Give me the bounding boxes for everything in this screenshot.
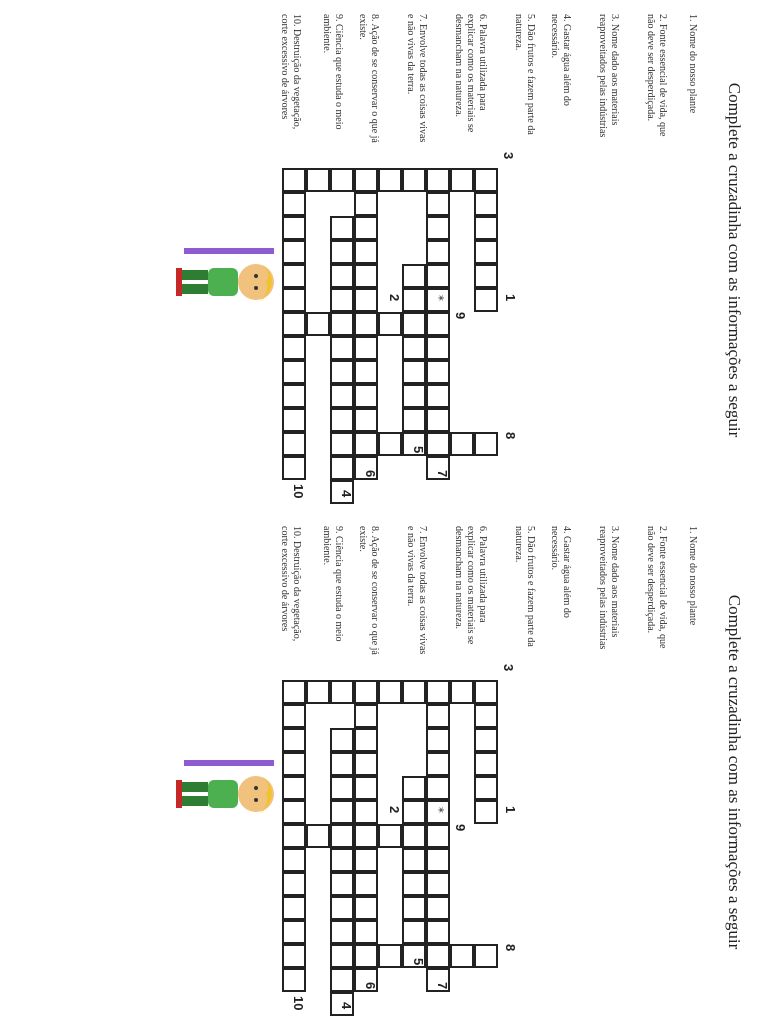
crossword-cell[interactable] bbox=[354, 384, 378, 408]
crossword-cell[interactable] bbox=[426, 168, 450, 192]
crossword-cell[interactable] bbox=[426, 336, 450, 360]
crossword-cell[interactable] bbox=[282, 240, 306, 264]
clue-text: Dão frutos e fazem parte da natureza. bbox=[513, 526, 536, 647]
crossword-cell[interactable] bbox=[474, 264, 498, 288]
crossword-cell[interactable] bbox=[402, 680, 426, 704]
clue-text: Nome dado aos materiais reaproveitados pelas indústrias bbox=[597, 526, 620, 650]
crossword-cell[interactable] bbox=[282, 336, 306, 360]
crossword-cell[interactable] bbox=[282, 432, 306, 456]
grid-number: 3 bbox=[501, 152, 516, 160]
crossword-cell[interactable] bbox=[402, 872, 426, 896]
crossword-cell[interactable] bbox=[282, 968, 306, 992]
crossword-cell[interactable] bbox=[426, 776, 450, 800]
crossword-cell[interactable] bbox=[474, 432, 498, 456]
crossword-cell[interactable] bbox=[378, 680, 402, 704]
crossword-cell[interactable] bbox=[378, 432, 402, 456]
grid-number: 6 bbox=[363, 982, 378, 990]
grid-number: 6 bbox=[363, 470, 378, 478]
crossword-cell[interactable] bbox=[474, 704, 498, 728]
clue-number: 1. bbox=[687, 14, 698, 24]
clue-number: 5. bbox=[525, 14, 536, 24]
crossword-cell[interactable] bbox=[282, 264, 306, 288]
crossword-cell[interactable] bbox=[330, 680, 354, 704]
clue-number: 5. bbox=[525, 526, 536, 536]
crossword-cell[interactable] bbox=[402, 336, 426, 360]
crossword-cell[interactable] bbox=[402, 288, 426, 312]
clue-text: Fonte essencial de vida, que não deve ser desperdiçada. bbox=[645, 14, 668, 137]
crossword-cell[interactable] bbox=[426, 704, 450, 728]
clue-number: 7. bbox=[417, 14, 428, 24]
crossword-cell[interactable] bbox=[354, 408, 378, 432]
clue-number: 10. bbox=[291, 14, 302, 29]
grid-number: 10 bbox=[291, 484, 306, 499]
crossword-cell[interactable] bbox=[330, 312, 354, 336]
crossword-cell[interactable] bbox=[354, 896, 378, 920]
grid-number: 9 bbox=[453, 824, 468, 832]
crossword-cell[interactable] bbox=[282, 848, 306, 872]
crossword-cell[interactable] bbox=[426, 408, 450, 432]
child-illustration bbox=[168, 240, 278, 320]
crossword-cell[interactable] bbox=[330, 872, 354, 896]
crossword-cell[interactable] bbox=[282, 800, 306, 824]
grid-number: 10 bbox=[291, 996, 306, 1011]
grid-number: 2 bbox=[387, 806, 402, 814]
crossword-cell[interactable] bbox=[474, 728, 498, 752]
crossword-cell[interactable] bbox=[402, 264, 426, 288]
clue-text: Ciência que estuda o meio ambiente. bbox=[321, 14, 344, 130]
crossword-cell[interactable] bbox=[402, 408, 426, 432]
crossword-cell[interactable] bbox=[354, 336, 378, 360]
crossword-cell[interactable] bbox=[474, 168, 498, 192]
crossword-cell[interactable] bbox=[354, 920, 378, 944]
crossword-cell[interactable] bbox=[330, 968, 354, 992]
crossword-grid bbox=[0, 512, 768, 1024]
crossword-cell[interactable] bbox=[354, 752, 378, 776]
crossword-cell[interactable] bbox=[282, 168, 306, 192]
crossword-cell[interactable] bbox=[330, 336, 354, 360]
crossword-cell[interactable] bbox=[426, 920, 450, 944]
crossword-cell[interactable] bbox=[282, 752, 306, 776]
worksheet-page bbox=[0, 512, 768, 1024]
crossword-cell[interactable] bbox=[426, 360, 450, 384]
grid-number: 7 bbox=[435, 982, 450, 990]
crossword-cell[interactable] bbox=[330, 848, 354, 872]
crossword-cell[interactable] bbox=[282, 360, 306, 384]
crossword-cell[interactable] bbox=[450, 168, 474, 192]
crossword-cell[interactable] bbox=[426, 824, 450, 848]
clue-text: Ciência que estuda o meio ambiente. bbox=[321, 526, 344, 642]
clue-text: Ação de se conservar o que já existe. bbox=[357, 526, 380, 655]
crossword-cell[interactable] bbox=[474, 752, 498, 776]
grid-number: 5 bbox=[411, 446, 426, 454]
crossword-cell[interactable] bbox=[474, 216, 498, 240]
crossword-cell[interactable] bbox=[354, 872, 378, 896]
crossword-cell[interactable] bbox=[282, 456, 306, 480]
crossword-cell[interactable] bbox=[426, 896, 450, 920]
star-mark: * bbox=[432, 807, 446, 813]
crossword-cell[interactable] bbox=[354, 168, 378, 192]
grid-number: 9 bbox=[453, 312, 468, 320]
crossword-cell[interactable] bbox=[330, 168, 354, 192]
child-illustration bbox=[168, 752, 278, 832]
crossword-cell[interactable] bbox=[330, 920, 354, 944]
crossword-cell[interactable] bbox=[330, 896, 354, 920]
crossword-cell[interactable] bbox=[354, 776, 378, 800]
grid-number: 8 bbox=[503, 432, 518, 440]
crossword-cell[interactable] bbox=[282, 896, 306, 920]
crossword-cell[interactable] bbox=[426, 432, 450, 456]
crossword-cell[interactable] bbox=[354, 360, 378, 384]
crossword-cell[interactable] bbox=[282, 312, 306, 336]
crossword-cell[interactable] bbox=[426, 848, 450, 872]
clue-text: Palavra utilizada para explicar como os materiais se desmancham na natureza. bbox=[453, 14, 488, 133]
crossword-cell[interactable] bbox=[282, 680, 306, 704]
crossword-cell[interactable] bbox=[426, 680, 450, 704]
grid-number: 4 bbox=[339, 490, 354, 498]
clue-number: 10. bbox=[291, 526, 302, 541]
clue-text: Fonte essencial de vida, que não deve ser desperdiçada. bbox=[645, 526, 668, 649]
crossword-cell[interactable] bbox=[426, 752, 450, 776]
crossword-cell[interactable] bbox=[282, 192, 306, 216]
crossword-cell[interactable] bbox=[402, 824, 426, 848]
clue-text: Envolve todas as coisas vivas e não vivas da terra. bbox=[405, 526, 428, 655]
clue-number: 2. bbox=[657, 14, 668, 24]
worksheet-copy-bottom bbox=[0, 512, 768, 1024]
crossword-cell[interactable] bbox=[378, 824, 402, 848]
crossword-cell[interactable] bbox=[330, 800, 354, 824]
crossword-cell[interactable] bbox=[330, 944, 354, 968]
clue-text: Palavra utilizada para explicar como os materiais se desmancham na natureza. bbox=[453, 526, 488, 645]
crossword-cell[interactable] bbox=[402, 776, 426, 800]
crossword-cell[interactable] bbox=[330, 456, 354, 480]
crossword-cell[interactable] bbox=[306, 824, 330, 848]
crossword-cell[interactable] bbox=[282, 384, 306, 408]
crossword-cell[interactable] bbox=[282, 776, 306, 800]
clue-text: Nome do nosso plante bbox=[687, 24, 698, 114]
grid-number: 1 bbox=[503, 294, 518, 302]
clue-number: 2. bbox=[657, 526, 668, 536]
clue-number: 3. bbox=[609, 526, 620, 536]
clue-text: Gastar água além do necessário. bbox=[549, 14, 572, 106]
clue-number: 9. bbox=[333, 14, 344, 24]
crossword-cell[interactable] bbox=[354, 728, 378, 752]
crossword-cell[interactable] bbox=[474, 800, 498, 824]
grid-number: 5 bbox=[411, 958, 426, 966]
grid-number: 8 bbox=[503, 944, 518, 952]
clue-text: Dão frutos e fazem parte da natureza. bbox=[513, 14, 536, 135]
crossword-cell[interactable] bbox=[426, 384, 450, 408]
clue-number: 8. bbox=[369, 526, 380, 536]
clue-number: 6. bbox=[477, 14, 488, 24]
crossword-cell[interactable] bbox=[330, 360, 354, 384]
crossword-cell[interactable] bbox=[282, 920, 306, 944]
crossword-cell[interactable] bbox=[474, 240, 498, 264]
crossword-cell[interactable] bbox=[354, 264, 378, 288]
clue-number: 1. bbox=[687, 526, 698, 536]
crossword-cell[interactable] bbox=[426, 944, 450, 968]
crossword-cell[interactable] bbox=[402, 800, 426, 824]
crossword-cell[interactable] bbox=[402, 848, 426, 872]
grid-number: 1 bbox=[503, 806, 518, 814]
crossword-cell[interactable] bbox=[282, 944, 306, 968]
crossword-cell[interactable] bbox=[402, 360, 426, 384]
crossword-cell[interactable] bbox=[354, 312, 378, 336]
clue-text: Envolve todas as coisas vivas e não vivas da terra. bbox=[405, 14, 428, 143]
crossword-cell[interactable] bbox=[426, 728, 450, 752]
crossword-cell[interactable] bbox=[282, 216, 306, 240]
crossword-cell[interactable] bbox=[282, 824, 306, 848]
crossword-cell[interactable] bbox=[282, 872, 306, 896]
crossword-cell[interactable] bbox=[282, 704, 306, 728]
crossword-cell[interactable] bbox=[474, 680, 498, 704]
crossword-cell[interactable] bbox=[354, 192, 378, 216]
crossword-cell[interactable] bbox=[474, 776, 498, 800]
crossword-cell[interactable] bbox=[474, 192, 498, 216]
crossword-cell[interactable] bbox=[306, 312, 330, 336]
clue-text: Nome dado aos materiais reaproveitados pelas indústrias bbox=[597, 14, 620, 138]
crossword-cell[interactable] bbox=[450, 432, 474, 456]
crossword-cell[interactable] bbox=[426, 216, 450, 240]
crossword-cell[interactable] bbox=[378, 312, 402, 336]
crossword-cell[interactable] bbox=[450, 680, 474, 704]
crossword-cell[interactable] bbox=[330, 408, 354, 432]
crossword-cell[interactable] bbox=[402, 312, 426, 336]
crossword-cell[interactable] bbox=[354, 800, 378, 824]
clue-number: 3. bbox=[609, 14, 620, 24]
crossword-cell[interactable] bbox=[426, 312, 450, 336]
crossword-cell[interactable] bbox=[330, 288, 354, 312]
crossword-cell[interactable] bbox=[354, 704, 378, 728]
clue-number: 4. bbox=[561, 14, 572, 24]
crossword-cell[interactable] bbox=[426, 264, 450, 288]
crossword-cell[interactable] bbox=[306, 168, 330, 192]
clue-number: 9. bbox=[333, 526, 344, 536]
crossword-cell[interactable] bbox=[330, 728, 354, 752]
crossword-cell[interactable] bbox=[282, 288, 306, 312]
crossword-cell[interactable] bbox=[402, 920, 426, 944]
grid-number: 3 bbox=[501, 664, 516, 672]
crossword-cell[interactable] bbox=[426, 192, 450, 216]
clue-text: Gastar água além do necessário. bbox=[549, 526, 572, 618]
clue-text: Nome do nosso plante bbox=[687, 536, 698, 626]
crossword-cell[interactable] bbox=[354, 848, 378, 872]
crossword-cell[interactable] bbox=[330, 824, 354, 848]
crossword-cell[interactable] bbox=[354, 680, 378, 704]
clue-number: 8. bbox=[369, 14, 380, 24]
clue-number: 6. bbox=[477, 526, 488, 536]
crossword-cell[interactable] bbox=[330, 240, 354, 264]
crossword-cell[interactable] bbox=[330, 432, 354, 456]
crossword-cell[interactable] bbox=[282, 408, 306, 432]
crossword-cell[interactable] bbox=[354, 944, 378, 968]
worksheet-title: Complete a cruzadinha com as informações a seguir bbox=[725, 594, 744, 950]
crossword-cell[interactable] bbox=[402, 384, 426, 408]
crossword-cell[interactable] bbox=[330, 384, 354, 408]
crossword-cell[interactable] bbox=[426, 872, 450, 896]
crossword-cell[interactable] bbox=[354, 216, 378, 240]
crossword-cell[interactable] bbox=[354, 432, 378, 456]
crossword-cell[interactable] bbox=[354, 288, 378, 312]
clue-number: 4. bbox=[561, 526, 572, 536]
crossword-cell[interactable] bbox=[474, 288, 498, 312]
crossword-cell[interactable] bbox=[450, 944, 474, 968]
crossword-cell[interactable] bbox=[306, 680, 330, 704]
crossword-cell[interactable] bbox=[330, 752, 354, 776]
crossword-cell[interactable] bbox=[378, 944, 402, 968]
crossword-cell[interactable] bbox=[474, 944, 498, 968]
worksheet-title: Complete a cruzadinha com as informações a seguir bbox=[725, 82, 744, 438]
clue-text: Destruição da vegetação, corte excessivo de árvores bbox=[279, 526, 302, 642]
crossword-cell[interactable] bbox=[330, 264, 354, 288]
crossword-cell[interactable] bbox=[330, 216, 354, 240]
crossword-cell[interactable] bbox=[402, 896, 426, 920]
crossword-cell[interactable] bbox=[402, 168, 426, 192]
clue-number: 7. bbox=[417, 526, 428, 536]
crossword-cell[interactable] bbox=[354, 824, 378, 848]
grid-number: 7 bbox=[435, 470, 450, 478]
crossword-cell[interactable] bbox=[330, 776, 354, 800]
clue-text: Ação de se conservar o que já existe. bbox=[357, 14, 380, 143]
grid-number: 2 bbox=[387, 294, 402, 302]
crossword-cell[interactable] bbox=[378, 168, 402, 192]
crossword-cell[interactable] bbox=[282, 728, 306, 752]
crossword-cell[interactable] bbox=[426, 240, 450, 264]
crossword-cell[interactable] bbox=[354, 240, 378, 264]
grid-number: 4 bbox=[339, 1002, 354, 1010]
star-mark: * bbox=[432, 295, 446, 301]
clue-text: Destruição da vegetação, corte excessivo de árvores bbox=[279, 14, 302, 130]
